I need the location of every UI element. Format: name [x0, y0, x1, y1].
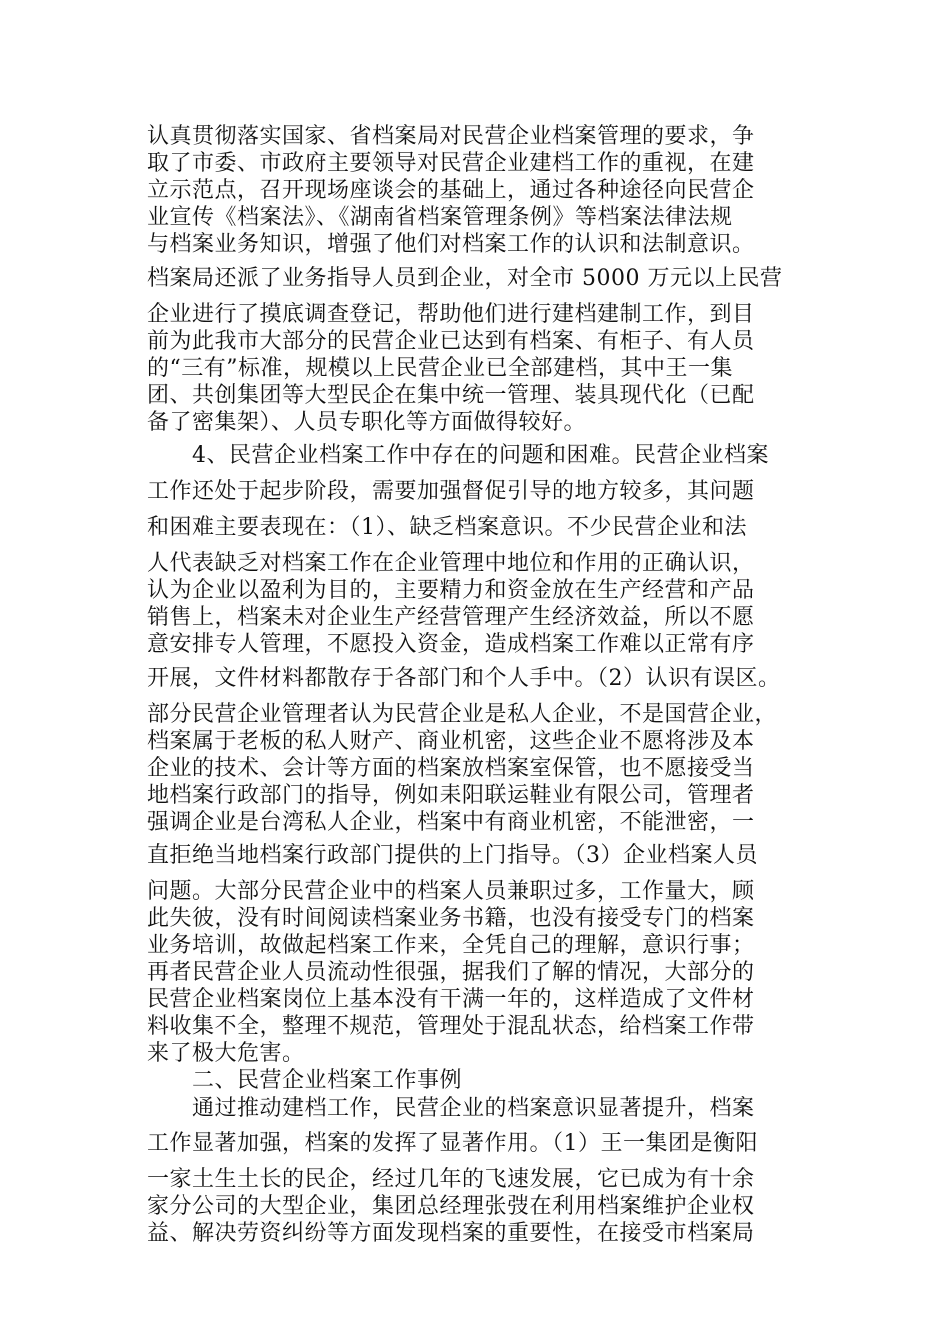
text-line: 强调企业是台湾私人企业，档案中有商业机密，不能泄密，一	[147, 810, 755, 835]
text-line: 企业进行了摸底调查登记，帮助他们进行建档建制工作，到目	[147, 302, 755, 327]
text-line: 民营企业档案岗位上基本没有干满一年的，这样造成了文件材	[147, 987, 755, 1012]
section-heading: 二、民营企业档案工作事例	[192, 1068, 463, 1093]
text-line: 团、共创集团等大型民企在集中统一管理、装具现代化（已配	[147, 383, 755, 408]
text-line: 通过推动建档工作，民营企业的档案意识显著提升，档案	[192, 1096, 755, 1121]
text-line: 部分民营企业管理者认为民营企业是私人企业，不是国营企业，	[147, 702, 778, 727]
text-line: 立示范点，召开现场座谈会的基础上，通过各种途径向民营企	[147, 178, 755, 203]
text-line: 和困难主要表现在：（1）、缺乏档案意识。不少民营企业和法	[147, 515, 747, 540]
text-line: 认真贯彻落实国家、省档案局对民营企业档案管理的要求，争	[147, 124, 755, 149]
text-line: 与档案业务知识，增强了他们对档案工作的认识和法制意识。	[147, 232, 755, 257]
text-line: 业宣传《档案法》、《湖南省档案管理条例》等档案法律法规	[147, 205, 733, 230]
text-line: 直拒绝当地档案行政部门提供的上门指导。（3）企业档案人员	[147, 843, 758, 868]
text-line: 认为企业以盈利为目的，主要精力和资金放在生产经营和产品	[147, 578, 755, 603]
text-line: 一家土生土长的民企，经过几年的飞速发展，它已成为有十余	[147, 1167, 755, 1192]
text-line: 家分公司的大型企业，集团总经理张弢在利用档案维护企业权	[147, 1194, 755, 1219]
text-line: 开展，文件材料都散存于各部门和个人手中。（2）认识有误区。	[147, 666, 781, 691]
text-line: 档案属于老板的私人财产、商业机密，这些企业不愿将涉及本	[147, 729, 755, 754]
text-line: 此失彼，没有时间阅读档案业务书籍，也没有接受专门的档案	[147, 906, 755, 931]
text-line: 工作显著加强，档案的发挥了显著作用。（1）王一集团是衡阳	[147, 1131, 758, 1156]
text-line: 4、民营企业档案工作中存在的问题和困难。民营企业档案	[192, 443, 769, 468]
text-line: 前为此我市大部分的民营企业已达到有档案、有柜子、有人员	[147, 329, 755, 354]
text-line: 备了密集架）、人员专职化等方面做得较好。	[147, 410, 587, 435]
text-line: 再者民营企业人员流动性很强，据我们了解的情况，大部分的	[147, 960, 755, 985]
text-line: 地档案行政部门的指导，例如耒阳联运鞋业有限公司，管理者	[147, 783, 755, 808]
text-line: 料收集不全，整理不规范，管理处于混乱状态，给档案工作带	[147, 1014, 755, 1039]
text-line: 档案局还派了业务指导人员到企业，对全市 5000 万元以上民营	[147, 266, 783, 291]
text-line: 销售上，档案未对企业生产经营管理产生经济效益，所以不愿	[147, 605, 755, 630]
text-line: 来了极大危害。	[147, 1041, 305, 1066]
text-line: 取了市委、市政府主要领导对民营企业建档工作的重视，在建	[147, 151, 755, 176]
text-line: 问题。大部分民营企业中的档案人员兼职过多，工作量大，顾	[147, 879, 755, 904]
text-line: 业务培训，故做起档案工作来，全凭自己的理解，意识行事；	[147, 933, 755, 958]
text-line: 意安排专人管理，不愿投入资金，造成档案工作难以正常有序	[147, 632, 755, 657]
text-line: 工作还处于起步阶段，需要加强督促引导的地方较多，其问题	[147, 479, 755, 504]
text-line: 企业的技术、会计等方面的档案放档案室保管，也不愿接受当	[147, 756, 755, 781]
text-line: 益、解决劳资纠纷等方面发现档案的重要性，在接受市档案局	[147, 1221, 755, 1246]
text-line: 人代表缺乏对档案工作在企业管理中地位和作用的正确认识，	[147, 551, 755, 576]
text-line: 的“三有”标准，规模以上民营企业已全部建档，其中王一集	[147, 356, 733, 381]
